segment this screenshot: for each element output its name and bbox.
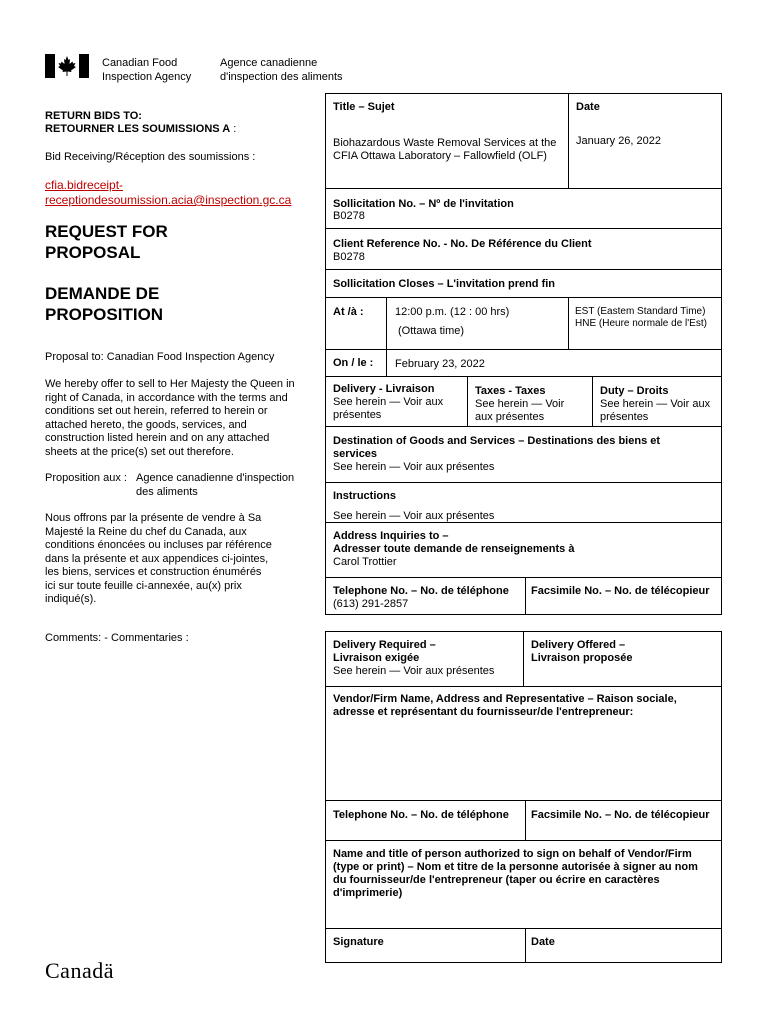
- delivery-label: Delivery - Livraison: [333, 383, 435, 395]
- destination-line2: services: [333, 448, 378, 460]
- authorized-line4: d'imprimerie): [333, 887, 403, 899]
- closes-label: Sollicitation Closes – L'invitation prend fin: [333, 278, 556, 290]
- canada-wordmark: Canadä: [45, 958, 114, 983]
- offer-fr-line: Nous offrons par la présente de vendre à Sa: [45, 512, 262, 524]
- taxes-value-line1: See herein — Voir: [475, 398, 565, 410]
- taxes-label: Taxes - Taxes: [475, 385, 546, 397]
- taxes-value-line2: aux présentes: [475, 411, 545, 423]
- duty-value-line2: présentes: [600, 411, 649, 423]
- destination-cell: [333, 435, 718, 474]
- proposition-aux-value: [136, 472, 294, 499]
- on-value: February 23, 2022: [395, 358, 485, 370]
- agency-name-en: [102, 56, 191, 84]
- at-label: At /à :: [333, 306, 364, 318]
- duty-cell: [600, 385, 710, 424]
- dp-line1: DEMANDE DE: [45, 284, 160, 303]
- rfp-line1: REQUEST FOR: [45, 222, 168, 241]
- offer-fr-line: les biens, services et construction énumérés: [45, 566, 262, 578]
- solicitation-no-label: Sollicitation No. – Nº de l'invitation: [333, 198, 514, 210]
- est-line2: HNE (Heure normale de l'Est): [575, 318, 707, 329]
- proposal-to: Proposal to: Canadian Food Inspection Agency: [45, 351, 275, 363]
- telephone-cell: [333, 585, 509, 611]
- inquiries-cell: [333, 530, 574, 569]
- on-label: On / le :: [333, 357, 374, 369]
- return-bids-fr: [45, 123, 236, 137]
- offer-text-fr: [45, 512, 272, 607]
- facsimile-label: Facsimile No. – No. de télécopieur: [531, 585, 710, 597]
- return-bids-fr-suffix: :: [230, 123, 237, 135]
- offer-fr-line: indiqué(s).: [45, 593, 97, 605]
- rfp-line2: PROPOSAL: [45, 243, 141, 262]
- delivery-required-line2: Livraison exigée: [333, 652, 420, 664]
- duty-label: Duty – Droits: [600, 385, 669, 397]
- time-value: 12:00 p.m. (12 : 00 hrs): [395, 306, 510, 318]
- return-bids-fr-label: RETOURNER LES SOUMISSIONS A: [45, 123, 231, 135]
- title-label: Title – Sujet: [333, 101, 395, 113]
- est-line1: EST (Eastem Standard Time): [575, 306, 706, 317]
- delivery-required-cell: [333, 639, 494, 678]
- proposition-line1: Agence canadienne d'inspection: [136, 472, 295, 484]
- agency-fr-line1: Agence canadienne: [220, 57, 318, 69]
- time-zone-note: [575, 306, 707, 330]
- inquiries-line2: Adresser toute demande de renseignements à: [333, 543, 575, 555]
- vendor-facsimile-label[interactable]: Facsimile No. – No. de télécopieur: [531, 809, 710, 821]
- authorized-line1: Name and title of person authorized to sign on behalf of Vendor/Firm: [333, 848, 692, 860]
- agency-en-line1: Canadian Food: [102, 57, 178, 69]
- client-ref-label: Client Reference No. - No. De Référence du Client: [333, 238, 592, 250]
- solicitation-no-value: B0278: [333, 210, 365, 222]
- instructions-value: See herein — Voir aux présentes: [333, 510, 495, 522]
- vendor-line1: Vendor/Firm Name, Address and Representative – Raison sociale,: [333, 693, 677, 705]
- date-value: January 26, 2022: [576, 135, 662, 147]
- canada-flag-icon: [45, 54, 89, 78]
- telephone-label: Telephone No. – No. de téléphone: [333, 585, 509, 597]
- title-value: [333, 137, 565, 163]
- proposition-line2: des aliments: [136, 485, 198, 498]
- delivery-cell: [333, 383, 443, 422]
- client-ref-value: B0278: [333, 251, 365, 263]
- delivery-offered-cell[interactable]: [531, 639, 632, 665]
- bid-receiving-label: Bid Receiving/Réception des soumissions :: [45, 151, 256, 163]
- signature-label[interactable]: Signature: [333, 936, 384, 948]
- proposition-aux-label: Proposition aux :: [45, 472, 127, 484]
- delivery-offered-line2: Livraison proposée: [531, 652, 633, 664]
- taxes-cell: [475, 385, 564, 424]
- offer-fr-line: conditions énoncées ou incluses par référence: [45, 539, 272, 551]
- offer-fr-line: Majesté la Reine du chef du Canada, aux: [45, 525, 247, 538]
- title-line2: CFIA Ottawa Laboratory – Fallowfield (OLF): [333, 150, 547, 162]
- dp-line2: PROPOSITION: [45, 305, 164, 324]
- instructions-label: Instructions: [333, 490, 396, 502]
- agency-fr-line2: d'inspection des aliments: [220, 71, 343, 83]
- agency-name-fr: [220, 56, 343, 84]
- return-bids-en: RETURN BIDS TO:: [45, 110, 142, 122]
- offer-en-line: right of Canada, in accordance with the terms and: [45, 391, 288, 404]
- delivery-required-value: See herein — Voir aux présentes: [333, 665, 495, 677]
- offer-en-line: sheets at the price(s) set out therefore.: [45, 445, 234, 458]
- authorized-person-cell[interactable]: [333, 848, 718, 900]
- offer-fr-line: dans la présente et aux appendices ci-jointes,: [45, 552, 269, 565]
- authorized-line2: (type or print) – Nom et titre de la personne autorisée à signer au nom: [333, 861, 698, 873]
- duty-value-line1: See herein — Voir aux: [600, 398, 711, 410]
- delivery-value-line1: See herein — Voir aux: [333, 396, 444, 408]
- offer-en-line: We hereby offer to sell to Her Majesty the Queen in: [45, 378, 295, 390]
- delivery-value-line2: présentes: [333, 409, 382, 421]
- vendor-line2: adresse et représentant du fournisseur/de l'entrepreneur:: [333, 706, 634, 718]
- bid-email-link[interactable]: [45, 178, 315, 208]
- delivery-offered-line1: Delivery Offered –: [531, 639, 626, 651]
- bid-email-line2[interactable]: receptiondesoumission.acia@inspection.gc.ca: [45, 193, 292, 207]
- time-zone-local: (Ottawa time): [398, 325, 465, 337]
- comments-label: Comments: - Commentaries :: [45, 632, 189, 644]
- telephone-value: (613) 291-2857: [333, 598, 409, 610]
- authorized-line3: du fournisseur/de l'entrepreneur (taper ou écrire en caractères: [333, 874, 660, 886]
- vendor-firm-cell[interactable]: [333, 693, 718, 719]
- offer-en-line: attached hereto, the goods, services, and: [45, 418, 247, 431]
- agency-en-line2: Inspection Agency: [102, 71, 192, 83]
- destination-line1: Destination of Goods and Services – Destinations des biens et: [333, 435, 661, 447]
- offer-en-line: construction listed herein and on any attached: [45, 432, 270, 444]
- offer-fr-line: ici sur toute feuille ci-annexée, au(x) prix: [45, 579, 242, 592]
- vendor-telephone-label[interactable]: Telephone No. – No. de téléphone: [333, 809, 509, 821]
- demande-de-proposition-title: [45, 283, 163, 325]
- title-line1: Biohazardous Waste Removal Services at the: [333, 137, 557, 149]
- delivery-required-line1: Delivery Required –: [333, 639, 436, 651]
- offer-en-line: conditions set out herein, referred to herein or: [45, 405, 268, 417]
- destination-value: See herein — Voir aux présentes: [333, 461, 495, 473]
- offer-text-en: [45, 378, 295, 459]
- bid-email-line1[interactable]: cfia.bidreceipt-: [45, 178, 124, 192]
- inquiries-value: Carol Trottier: [333, 556, 397, 568]
- date-label: Date: [576, 101, 600, 113]
- inquiries-line1: Address Inquiries to –: [333, 530, 449, 542]
- signature-date-label[interactable]: Date: [531, 936, 555, 948]
- request-for-proposal-title: [45, 221, 168, 263]
